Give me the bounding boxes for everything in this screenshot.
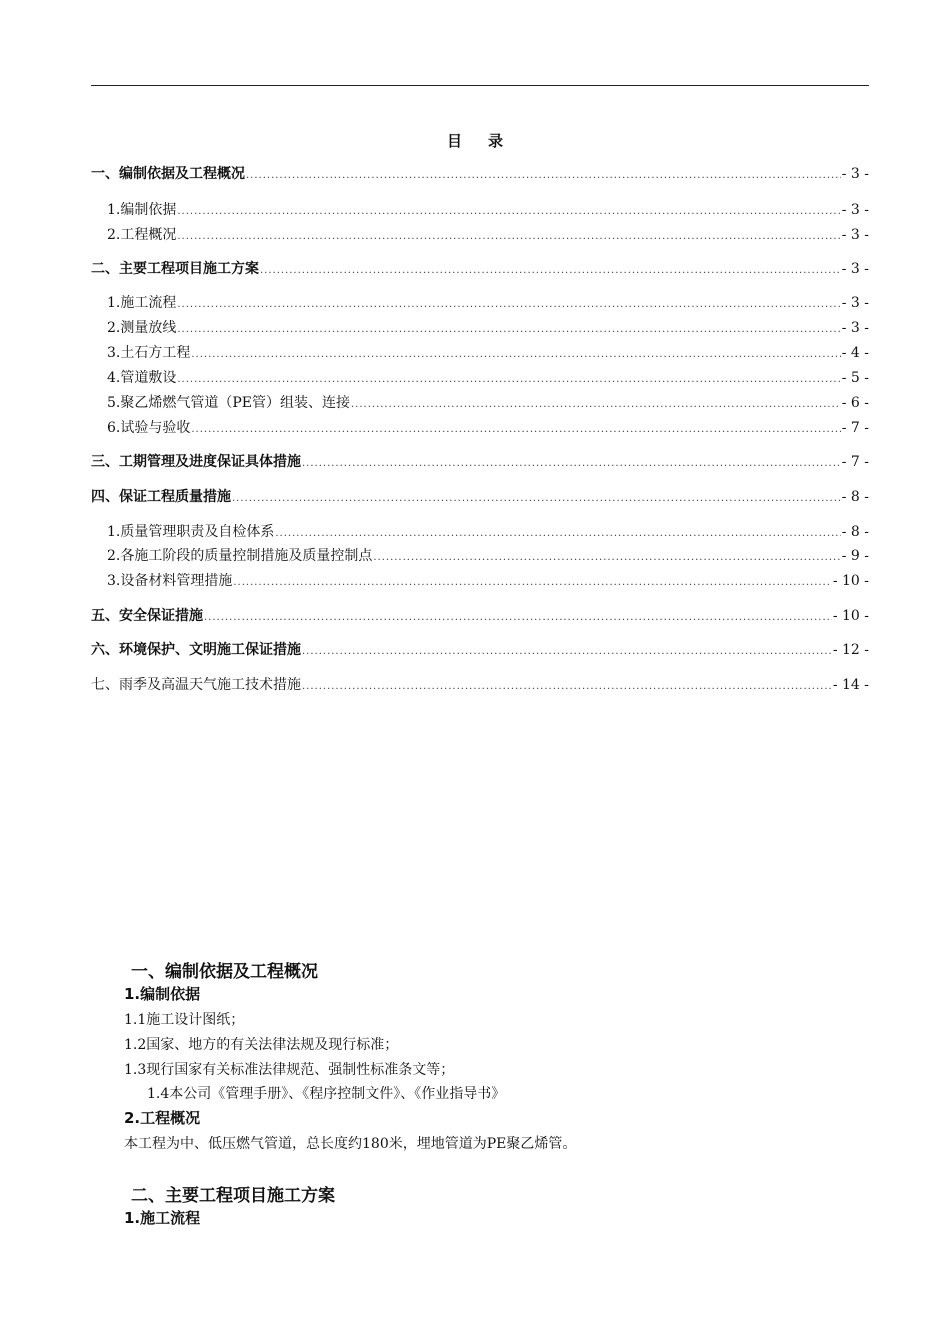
toc-entry-page: - 14 -	[832, 677, 869, 693]
toc-entry[interactable]	[91, 163, 869, 185]
toc-entry[interactable]	[91, 545, 869, 567]
section-heading: 二、主要工程项目施工方案	[131, 1186, 335, 1206]
toc-leader-dots	[191, 419, 840, 441]
toc-entry-label: 二、主要工程项目施工方案	[91, 261, 259, 277]
toc-entry-page: - 7 -	[841, 454, 869, 470]
toc-entry-label: 七、雨季及高温天气施工技术措施	[91, 677, 301, 693]
toc-leader-dots	[302, 676, 832, 698]
toc-leader-dots	[275, 523, 840, 545]
basis-item: 1.4本公司《管理手册》、《程序控制文件》、《作业指导书》	[147, 1086, 506, 1102]
toc-entry[interactable]	[91, 521, 869, 543]
header-rule	[91, 85, 869, 86]
toc-leader-dots	[260, 260, 841, 282]
toc-title: 目录	[446, 132, 529, 150]
toc-entry-label: 一、编制依据及工程概况	[91, 166, 245, 182]
toc-entry-page: - 3 -	[841, 202, 869, 218]
toc-leader-dots	[177, 201, 840, 223]
toc-entry-page: - 4 -	[841, 345, 869, 361]
toc-entry-label: 5.聚乙烯燃气管道（PE管）组装、连接	[107, 395, 350, 411]
toc-entry-label: 3.设备材料管理措施	[107, 573, 233, 589]
toc-entry[interactable]	[91, 639, 869, 661]
toc-entry-page: - 9 -	[841, 548, 869, 564]
toc-entry[interactable]	[91, 674, 869, 696]
toc-entry-page: - 8 -	[841, 489, 869, 505]
toc-entry-page: - 3 -	[841, 320, 869, 336]
toc-leader-dots	[246, 165, 841, 187]
toc-leader-dots	[191, 344, 840, 366]
toc-entry-page: - 7 -	[841, 420, 869, 436]
toc-entry[interactable]	[91, 486, 869, 508]
toc-entry-label: 四、保证工程质量措施	[91, 489, 231, 505]
basis-item: 1.1施工设计图纸；	[124, 1012, 245, 1028]
toc-entry[interactable]	[91, 392, 869, 414]
toc-leader-dots	[232, 488, 841, 510]
subsection-heading: 2.工程概况	[124, 1109, 201, 1127]
toc-entry[interactable]	[91, 292, 869, 314]
toc-entry-label: 3.土石方工程	[107, 345, 191, 361]
toc-entry[interactable]	[91, 605, 869, 627]
toc-entry-label: 4.管道敷设	[107, 370, 177, 386]
overview-paragraph: 本工程为中、低压燃气管道，总长度约180米，埋地管道为PE聚乙烯管。	[124, 1136, 577, 1152]
toc-entry-label: 2.工程概况	[107, 227, 177, 243]
toc-entry-page: - 3 -	[841, 227, 869, 243]
toc-entry-page: - 5 -	[841, 370, 869, 386]
toc-entry-label: 1.编制依据	[107, 202, 177, 218]
toc-leader-dots	[302, 641, 832, 663]
toc-entry[interactable]	[91, 417, 869, 439]
toc-entry[interactable]	[91, 224, 869, 246]
toc-entry-label: 六、环境保护、文明施工保证措施	[91, 642, 301, 658]
toc-entry[interactable]	[91, 451, 869, 473]
toc-leader-dots	[177, 226, 840, 248]
toc-entry-page: - 3 -	[841, 261, 869, 277]
subsection-heading: 1.编制依据	[124, 985, 201, 1003]
toc-entry[interactable]	[91, 317, 869, 339]
basis-item: 1.3现行国家有关标准法律规范、强制性标准条文等；	[124, 1062, 455, 1078]
toc-entry[interactable]	[91, 258, 869, 280]
toc-entry[interactable]	[91, 199, 869, 221]
toc-entry-page: - 10 -	[832, 573, 869, 589]
toc-leader-dots	[177, 369, 840, 391]
toc-entry-page: - 12 -	[832, 642, 869, 658]
toc-entry-page: - 6 -	[841, 395, 869, 411]
toc-leader-dots	[177, 319, 840, 341]
subsection-heading: 1.施工流程	[124, 1209, 201, 1227]
toc-leader-dots	[373, 547, 840, 569]
toc-entry-page: - 3 -	[841, 295, 869, 311]
toc-entry-label: 2.各施工阶段的质量控制措施及质量控制点	[107, 548, 373, 564]
basis-item: 1.2国家、地方的有关法律法规及现行标准；	[124, 1037, 399, 1053]
toc-entry-label: 1.施工流程	[107, 295, 177, 311]
toc-entry[interactable]	[91, 570, 869, 592]
toc-entry-label: 2.测量放线	[107, 320, 177, 336]
toc-entry-page: - 8 -	[841, 524, 869, 540]
toc-leader-dots	[351, 394, 841, 416]
toc-entry[interactable]	[91, 342, 869, 364]
toc-entry-label: 三、工期管理及进度保证具体措施	[91, 454, 301, 470]
toc-entry[interactable]	[91, 367, 869, 389]
toc-leader-dots	[233, 572, 831, 594]
toc-leader-dots	[177, 294, 840, 316]
toc-entry-label: 6.试验与验收	[107, 420, 191, 436]
section-heading: 一、编制依据及工程概况	[131, 962, 318, 982]
toc-entry-page: - 3 -	[841, 166, 869, 182]
toc-leader-dots	[204, 607, 832, 629]
toc-entry-label: 1.质量管理职责及自检体系	[107, 524, 275, 540]
toc-entry-page: - 10 -	[832, 608, 869, 624]
toc-entry-label: 五、安全保证措施	[91, 608, 203, 624]
toc-leader-dots	[302, 453, 841, 475]
